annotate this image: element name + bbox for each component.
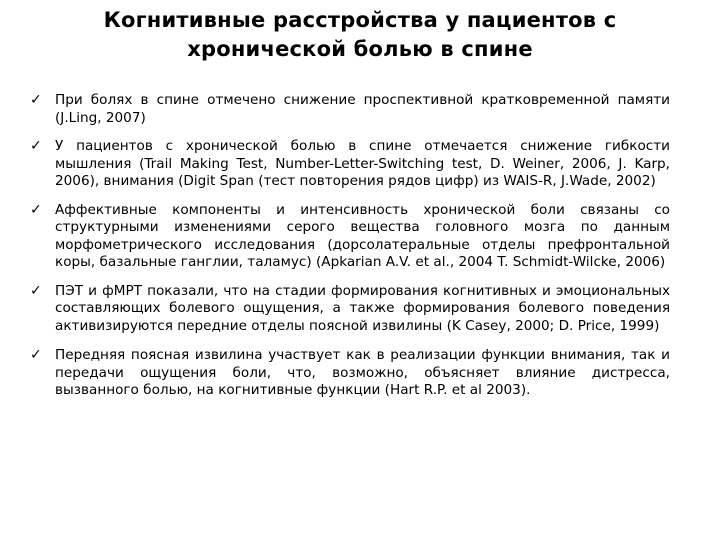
checkmark-icon: ✓ xyxy=(30,347,42,363)
bullet-text: У пациентов с хронической болью в спине отмечается снижение гибкости мышления (Trail Making Test, Number-Letter-Switching test, D. Weiner, 2006, J. Karp, 2006), внимания (Digit Span (тест повторения рядов цифр) из WAIS-R, J.Wade, 2002) xyxy=(55,138,670,189)
checkmark-icon: ✓ xyxy=(30,282,42,299)
bullet-text: При болях в спине отмечено снижение проспективной кратковременной памяти (J.Ling, 2007) xyxy=(55,92,670,126)
checkmark-icon: ✓ xyxy=(30,201,42,218)
slide-title xyxy=(90,6,630,64)
slide-title-line-1: Когнитивные расстройства у пациентов с xyxy=(103,8,617,32)
bullet-item xyxy=(30,202,670,272)
checkmark-icon: ✓ xyxy=(30,138,42,154)
bullet-text: Аффективные компоненты и интенсивность хронической боли связаны со структурными изменениями серого вещества головного мозга по данным морфометрического исследования (дорсолатеральные отделы префронтальной коры, базальные ганглии, таламус) (Apkarian A.V. et al., 2004 T. Schmidt-Wilcke, 2006) xyxy=(55,201,670,270)
bullet-text: Передняя поясная извилина участвует как в реализации функции внимания, так и передачи ощущения боли, что, возможно, объясняет влияние дистресса, вызванного болью, на когнитивные функции (Hart R.P. et al 2003). xyxy=(55,347,670,398)
checkmark-icon: ✓ xyxy=(30,92,42,108)
slide-title-line-2: хронической болью в спине xyxy=(187,37,533,61)
bullet-item xyxy=(30,283,670,336)
bullet-list xyxy=(30,92,670,400)
bullet-text: ПЭТ и фМРТ показали, что на стадии формирования когнитивных и эмоциональных составляющих болевого ощущения, а также формирования болевого поведения активизируются передние отделы поясной извилины (K Casey, 2000; D. Price, 1999) xyxy=(55,282,670,334)
bullet-item xyxy=(30,92,670,127)
bullet-item xyxy=(30,347,670,400)
bullet-item xyxy=(30,138,670,191)
